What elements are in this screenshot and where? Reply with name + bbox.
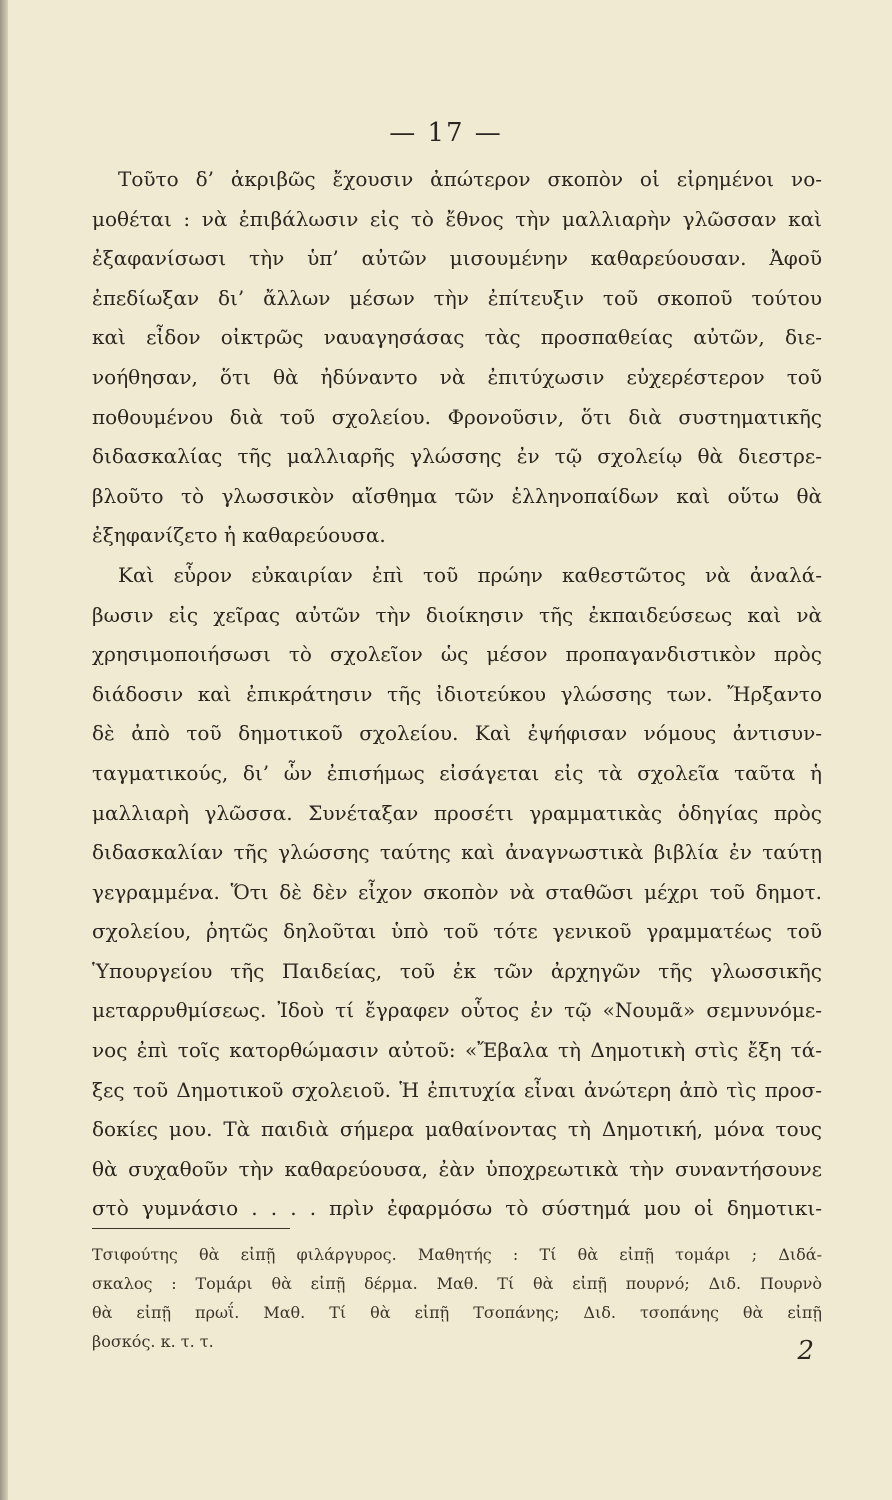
text-line: θὰ συχαθοῦν τὴν καθαρεύουσα, ἐὰν ὑποχρεωτικὰ τὴν συναντήσουνε [92, 1156, 822, 1181]
text-line: ἐπεδίωξαν δι’ ἄλλων μέσων τὴν ἐπίτευξιν τοῦ σκοποῦ τούτου [92, 285, 822, 310]
text-line: ἐξηφανίζετο ἡ καθαρεύουσα. [92, 523, 386, 548]
text-line: ποθουμένου διὰ τοῦ σχολείου. Φρονοῦσιν, ὅτι διὰ συστηματικῆς [92, 404, 822, 429]
text-line: στὸ γυμνάσιο . . . . πρὶν ἐφαρμόσω τὸ σύστημά μου οἱ δημοτικι- [92, 1196, 822, 1221]
text-line: διδασκαλίας τῆς μαλλιαρῆς γλώσσης ἐν τῷ σχολείῳ θὰ διεστρε- [92, 444, 822, 469]
footnote-line: σκαλος : Τομάρι θὰ εἰπῇ δέρμα. Μαθ. Τί θὰ εἰπῇ πουρνό; Διδ. Πουρνὸ [92, 1274, 822, 1293]
footnote-line: βοσκός. κ. τ. τ. [92, 1332, 214, 1351]
footnote-line: Τσιφούτης θὰ εἰπῇ φιλάργυρος. Μαθητής : Τί θὰ εἰπῇ τομάρι ; Διδά- [92, 1245, 822, 1264]
text-line: Τοῦτο δ’ ἀκριβῶς ἔχουσιν ἀπώτερον σκοπὸν οἱ εἰρημένοι νο- [118, 167, 822, 191]
text-line: βωσιν εἰς χεῖρας αὐτῶν τὴν διοίκησιν τῆς ἐκπαιδεύσεως καὶ νὰ [92, 602, 822, 627]
text-line: μεταρρυθμίσεως. Ἰδοὺ τί ἔγραφεν οὗτος ἐν τῷ «Νουμᾶ» σεμνυνόμε- [92, 998, 822, 1023]
body-text [92, 160, 822, 1229]
text-line: μοθέται : νὰ ἐπιβάλωσιν εἰς τὸ ἔθνος τὴν μαλλιαρὴν γλῶσσαν καὶ [92, 206, 822, 231]
page-edge [0, 0, 8, 1500]
text-line: διάδοσιν καὶ ἐπικράτησιν τῆς ἰδιοτεύκου γλώσσης των. Ἤρξαντο [92, 681, 822, 706]
text-line: νος ἐπὶ τοῖς κατορθώμασιν αὐτοῦ: «Ἔβαλα τὴ Δημοτικὴ στὶς ἔξη τά- [92, 1038, 822, 1063]
text-line: Καὶ εὗρον εὐκαιρίαν ἐπὶ τοῦ πρώην καθεστῶτος νὰ ἀναλά- [118, 562, 822, 587]
text-line: Ὑπουργείου τῆς Παιδείας, τοῦ ἐκ τῶν ἀρχηγῶν τῆς γλωσσικῆς [92, 958, 822, 983]
footnote-line: θὰ εἰπῇ πρωΐ. Μαθ. Τί θὰ εἰπῇ Τσοπάνης; Διδ. τσοπάνης θὰ εἰπῇ [92, 1303, 822, 1322]
text-line: βλοῦτο τὸ γλωσσικὸν αἴσθημα τῶν ἑλληνοπαίδων καὶ οὕτω θὰ [92, 483, 822, 508]
text-line: σχολείου, ῥητῶς δηλοῦται ὑπὸ τοῦ τότε γενικοῦ γραμματέως τοῦ [92, 919, 822, 944]
footnote [92, 1240, 822, 1356]
text-line: καὶ εἶδον οἰκτρῶς ναυαγησάσας τὰς προσπαθείας αὐτῶν, διε- [92, 325, 822, 350]
text-line: μαλλιαρὴ γλῶσσα. Συνέταξαν προσέτι γραμματικὰς ὁδηγίας πρὸς [92, 800, 822, 825]
text-line: δοκίες μου. Τὰ παιδιὰ σήμερα μαθαίνοντας τὴ Δημοτική, μόνα τους [92, 1117, 822, 1142]
text-line: ξες τοῦ Δημοτικοῦ σχολειοῦ. Ἡ ἐπιτυχία εἶναι ἀνώτερη ἀπὸ τὶς προσ- [92, 1077, 822, 1102]
text-line: χρησιμοποιήσωσι τὸ σχολεῖον ὡς μέσον προπαγανδιστικὸν πρὸς [92, 642, 822, 667]
footnote-divider [92, 1228, 290, 1229]
text-line: δὲ ἀπὸ τοῦ δημοτικοῦ σχολείου. Καὶ ἐψήφισαν νόμους ἀντισυν- [92, 721, 822, 746]
text-line: ταγματικούς, δι’ ὧν ἐπισήμως εἰσάγεται εἰς τὰ σχολεῖα ταῦτα ἡ [92, 760, 822, 785]
text-line: νοήθησαν, ὅτι θὰ ἠδύναντο νὰ ἐπιτύχωσιν εὐχερέστερον τοῦ [92, 364, 822, 389]
signature-mark: 2 [797, 1336, 814, 1366]
page-number: — 17 — [389, 118, 503, 148]
text-line: γεγραμμένα. Ὅτι δὲ δὲν εἶχον σκοπὸν νὰ σταθῶσι μέχρι τοῦ δημοτ. [92, 879, 822, 904]
text-line: διδασκαλίαν τῆς γλώσσης ταύτης καὶ ἀναγνωστικὰ βιβλία ἐν ταύτῃ [92, 840, 822, 865]
text-line: ἐξαφανίσωσι τὴν ὑπ’ αὐτῶν μισουμένην καθαρεύουσαν. Ἀφοῦ [92, 246, 822, 271]
